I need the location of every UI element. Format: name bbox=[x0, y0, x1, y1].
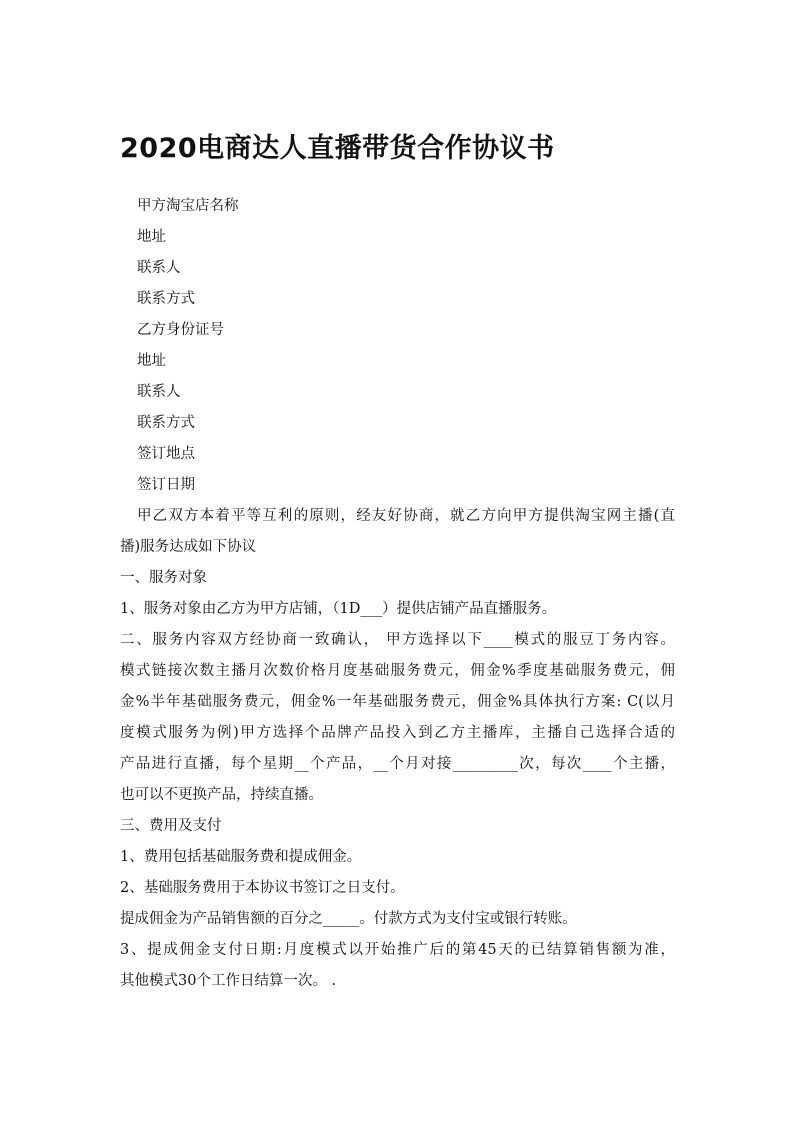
text-line: 1、服务对象由乙方为甲方店铺，（1D___）提供店铺产品直播服务。 bbox=[120, 601, 557, 617]
field-label: 联系人 bbox=[137, 384, 181, 400]
document-body bbox=[120, 191, 675, 997]
text-line: 也可以不更换产品，持续直播。 bbox=[120, 787, 323, 803]
text-line: 3、提成佣金支付日期:月度模式以开始推广后的第45天的已结算销售额为准， bbox=[120, 942, 675, 958]
field-label: 地址 bbox=[137, 353, 166, 369]
field-label: 甲方淘宝店名称 bbox=[137, 198, 239, 214]
text-line: 金%半年基础服务费元，佣金%一年基础服务费元，佣金%具体执行方案: C(以月 bbox=[120, 694, 675, 710]
text-line: 甲乙双方本着平等互利的原则，经友好协商，就乙方向甲方提供淘宝网主播(直 bbox=[137, 508, 675, 524]
text-line: 1、费用包括基础服务费和提成佣金。 bbox=[120, 849, 362, 865]
field-label: 地址 bbox=[137, 229, 166, 245]
text-line: 三、费用及支付 bbox=[120, 818, 222, 834]
text-line: 二、服务内容双方经协商一致确认， 甲方选择以下____模式的服豆丁务内容。 bbox=[120, 632, 675, 648]
field-label: 联系人 bbox=[137, 260, 181, 276]
field-label: 签订日期 bbox=[137, 477, 195, 493]
text-line: 度模式服务为例)甲方选择个品牌产品投入到乙方主播库，主播自己选择合适的 bbox=[120, 725, 675, 741]
field-label: 乙方身份证号 bbox=[137, 322, 224, 338]
field-label: 签订地点 bbox=[137, 446, 195, 462]
document-title: 2020电商达人直播带货合作协议书 bbox=[120, 133, 555, 164]
text-line: 一、服务对象 bbox=[120, 570, 207, 586]
text-line: 其他模式30个工作日结算一次。 . bbox=[120, 973, 337, 989]
field-label: 联系方式 bbox=[137, 415, 195, 431]
field-label: 联系方式 bbox=[137, 291, 195, 307]
text-line: 播)服务达成如下协议 bbox=[120, 539, 257, 555]
text-line: 产品进行直播，每个星期__个产品，__个月对接_________次，每次____个主播， bbox=[120, 756, 675, 772]
text-line: 2、基础服务费用于本协议书签订之日支付。 bbox=[120, 880, 405, 896]
text-line: 模式链接次数主播月次数价格月度基础服务费元，佣金%季度基础服务费元，佣 bbox=[120, 663, 675, 679]
text-line: 提成佣金为产品销售额的百分之_____。付款方式为支付宝或银行转账。 bbox=[120, 911, 577, 927]
